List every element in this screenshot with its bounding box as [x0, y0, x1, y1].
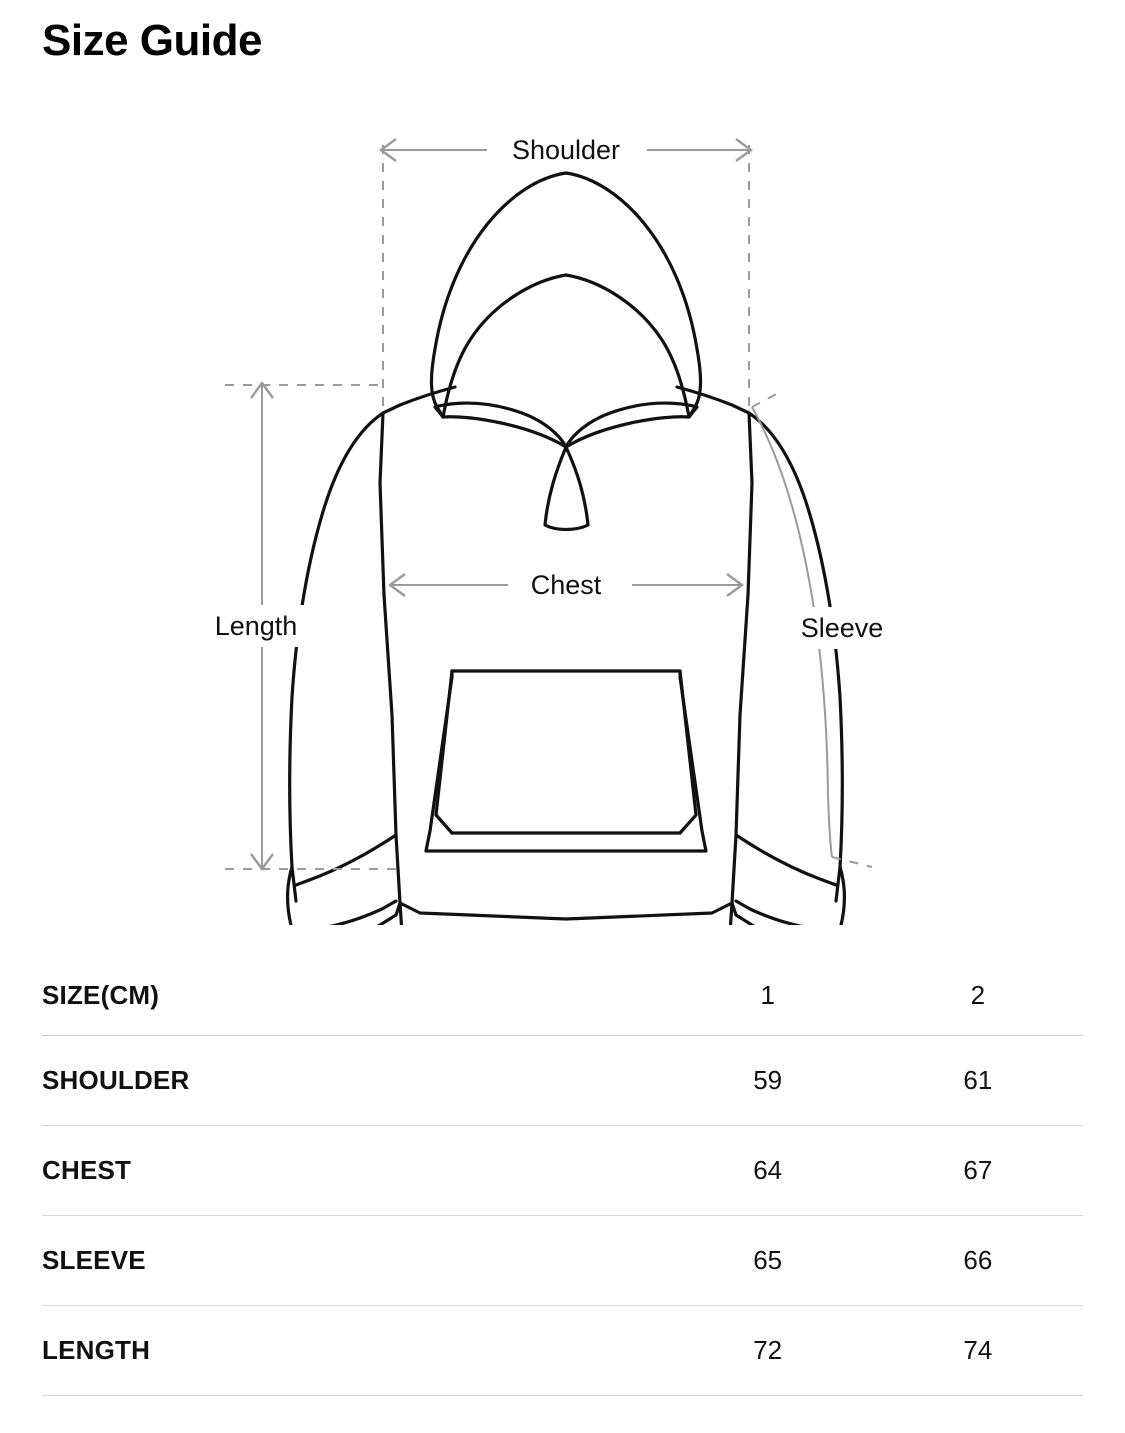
diagram-label-chest: Chest — [530, 570, 602, 600]
diagram-label-shoulder: Shoulder — [511, 135, 621, 165]
row-length-size-2: 74 — [963, 1335, 993, 1365]
row-label-chest: CHEST — [42, 1155, 132, 1185]
table-header-measure: SIZE(CM) — [42, 979, 160, 1010]
size-table-container — [42, 955, 1083, 1396]
hoodie-measurement-diagram — [0, 95, 1125, 925]
row-label-shoulder: SHOULDER — [42, 1065, 190, 1095]
table-row — [42, 1306, 1083, 1395]
table-header-row — [42, 955, 1083, 1035]
divider-line — [42, 1395, 1083, 1396]
row-label-length: LENGTH — [42, 1335, 151, 1365]
table-row — [42, 1036, 1083, 1125]
row-label-sleeve: SLEEVE — [42, 1245, 146, 1275]
size-table — [42, 955, 1083, 1396]
table-row — [42, 1126, 1083, 1215]
diagram-label-sleeve: Sleeve — [800, 613, 884, 643]
row-shoulder-size-2: 61 — [963, 1065, 993, 1095]
page-title: Size Guide — [42, 16, 262, 65]
row-chest-size-2: 67 — [963, 1155, 993, 1185]
row-sleeve-size-2: 66 — [963, 1245, 993, 1275]
row-chest-size-1: 64 — [753, 1155, 783, 1185]
row-shoulder-size-1: 59 — [753, 1065, 783, 1095]
row-sleeve-size-1: 65 — [753, 1245, 783, 1275]
table-row — [42, 1216, 1083, 1305]
row-length-size-1: 72 — [753, 1335, 783, 1365]
diagram-label-length: Length — [214, 611, 298, 641]
table-divider — [42, 1395, 1083, 1396]
table-header-size-1: 1 — [760, 979, 775, 1010]
table-header-size-2: 2 — [970, 979, 986, 1010]
